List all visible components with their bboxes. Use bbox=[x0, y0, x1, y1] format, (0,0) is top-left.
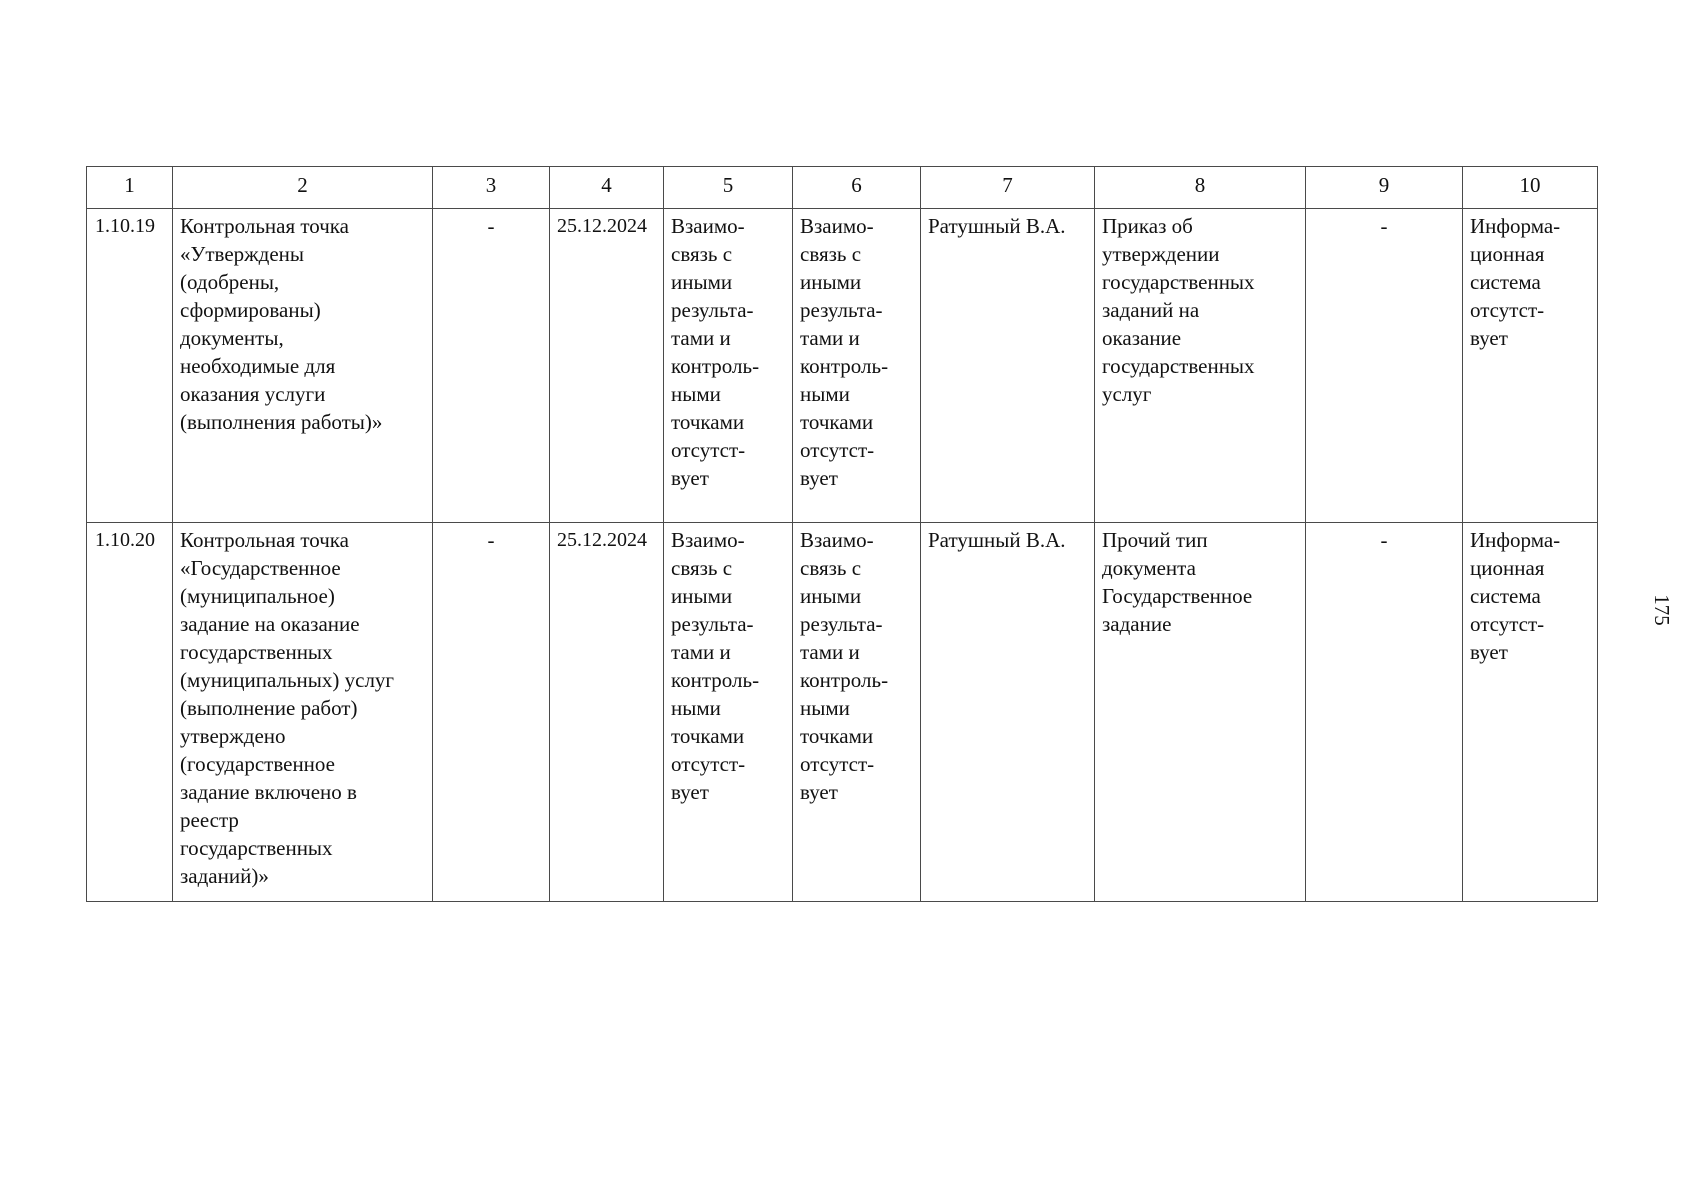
column-5-cell: Взаимо- связь с иными результа- тами и контроль- ными точками отсутст- вует bbox=[664, 523, 793, 902]
column-5-cell: Взаимо- связь с иными результа- тами и контроль- ными точками отсутст- вует bbox=[664, 209, 793, 523]
control-point-name-cell: Контрольная точка «Утверждены (одобрены, сформированы) документы, необходимые для оказания услуги (выполнения работы)» bbox=[173, 209, 433, 523]
header-cell: 10 bbox=[1463, 167, 1598, 209]
table-row bbox=[87, 209, 1598, 523]
row-number-cell: 1.10.19 bbox=[87, 209, 173, 523]
responsible-person-cell: Ратушный В.А. bbox=[921, 209, 1095, 523]
header-cell: 9 bbox=[1306, 167, 1463, 209]
document-type-cell: Прочий тип документа Государственное задание bbox=[1095, 523, 1306, 902]
header-cell: 2 bbox=[173, 167, 433, 209]
document-type-cell: Приказ об утверждении государственных заданий на оказание государственных услуг bbox=[1095, 209, 1306, 523]
header-cell: 6 bbox=[793, 167, 921, 209]
table-row bbox=[87, 523, 1598, 902]
header-cell: 4 bbox=[550, 167, 664, 209]
column-9-cell: - bbox=[1306, 209, 1463, 523]
responsible-person-cell: Ратушный В.А. bbox=[921, 523, 1095, 902]
column-6-cell: Взаимо- связь с иными результа- тами и контроль- ными точками отсутст- вует bbox=[793, 209, 921, 523]
information-system-cell: Информа- ционная система отсутст- вует bbox=[1463, 209, 1598, 523]
header-cell: 3 bbox=[433, 167, 550, 209]
date-cell: 25.12.2024 bbox=[550, 523, 664, 902]
column-3-cell: - bbox=[433, 523, 550, 902]
date-cell: 25.12.2024 bbox=[550, 209, 664, 523]
page-number: 175 bbox=[1650, 594, 1674, 626]
header-cell: 5 bbox=[664, 167, 793, 209]
table-header-row bbox=[87, 167, 1598, 209]
header-cell: 7 bbox=[921, 167, 1095, 209]
row-number-cell: 1.10.20 bbox=[87, 523, 173, 902]
information-system-cell: Информа- ционная система отсутст- вует bbox=[1463, 523, 1598, 902]
column-6-cell: Взаимо- связь с иными результа- тами и контроль- ными точками отсутст- вует bbox=[793, 523, 921, 902]
control-point-name-cell: Контрольная точка «Государственное (муниципальное) задание на оказание государственных (муниципальных) услуг (выполнение работ) утверждено (государственное задание включено в реестр государственных заданий)» bbox=[173, 523, 433, 902]
control-points-table bbox=[86, 166, 1598, 902]
column-9-cell: - bbox=[1306, 523, 1463, 902]
column-3-cell: - bbox=[433, 209, 550, 523]
header-cell: 8 bbox=[1095, 167, 1306, 209]
header-cell: 1 bbox=[87, 167, 173, 209]
